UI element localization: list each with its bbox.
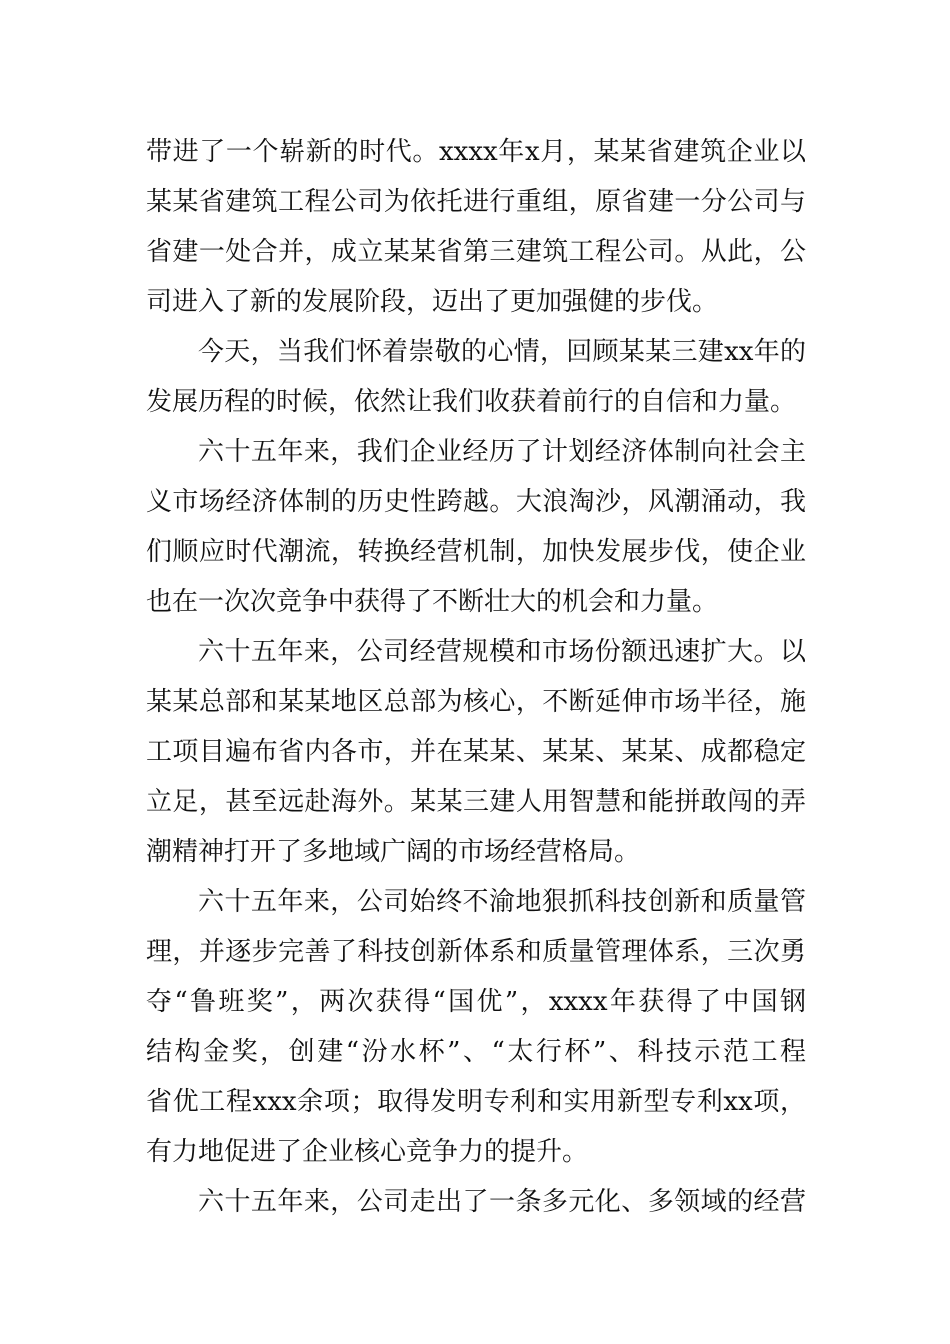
text-line: 工项目遍布省内各市，并在某某、某某、某某、成都稳定 xyxy=(146,737,806,767)
paragraph-first-line: 六十五年来，公司经营规模和市场份额迅速扩大。以 xyxy=(198,637,806,667)
text-line: 某某省建筑工程公司为依托进行重组，原省建一分公司与 xyxy=(146,187,806,217)
text-line: 潮精神打开了多地域广阔的市场经营格局。 xyxy=(146,837,641,867)
text-line: 带进了一个崭新的时代。xxxx年x月，某某省建筑企业以 xyxy=(146,137,806,167)
text-line: 立足，甚至远赴海外。某某三建人用智慧和能拼敢闯的弄 xyxy=(146,787,806,817)
paragraph-first-line: 六十五年来，公司走出了一条多元化、多领域的经营 xyxy=(198,1187,806,1217)
text-line: 发展历程的时候，依然让我们收获着前行的自信和力量。 xyxy=(146,387,797,417)
paragraph-first-line: 今天，当我们怀着崇敬的心情，回顾某某三建xx年的 xyxy=(198,337,806,367)
text-line: 义市场经济体制的历史性跨越。大浪淘沙，风潮涌动，我 xyxy=(146,487,806,517)
paragraph-first-line: 六十五年来，公司始终不渝地狠抓科技创新和质量管 xyxy=(198,887,806,917)
paragraph-first-line: 六十五年来，我们企业经历了计划经济体制向社会主 xyxy=(198,437,806,467)
text-line: 省建一处合并，成立某某省第三建筑工程公司。从此，公 xyxy=(146,237,806,267)
text-line: 有力地促进了企业核心竞争力的提升。 xyxy=(146,1137,589,1167)
text-line: 们顺应时代潮流，转换经营机制，加快发展步伐，使企业 xyxy=(146,537,806,567)
text-line: 司进入了新的发展阶段，迈出了更加强健的步伐。 xyxy=(146,287,719,317)
text-line: 夺“鲁班奖”，两次获得“国优”，xxxx年获得了中国钢 xyxy=(146,987,806,1017)
text-line: 也在一次次竞争中获得了不断壮大的机会和力量。 xyxy=(146,587,719,617)
text-line: 某某总部和某某地区总部为核心，不断延伸市场半径，施 xyxy=(146,687,806,717)
text-line: 理，并逐步完善了科技创新体系和质量管理体系，三次勇 xyxy=(146,937,806,967)
text-line: 结构金奖，创建“汾水杯”、“太行杯”、科技示范工程 xyxy=(146,1037,806,1067)
text-line: 省优工程xxx余项；取得发明专利和实用新型专利xx项， xyxy=(146,1087,806,1117)
